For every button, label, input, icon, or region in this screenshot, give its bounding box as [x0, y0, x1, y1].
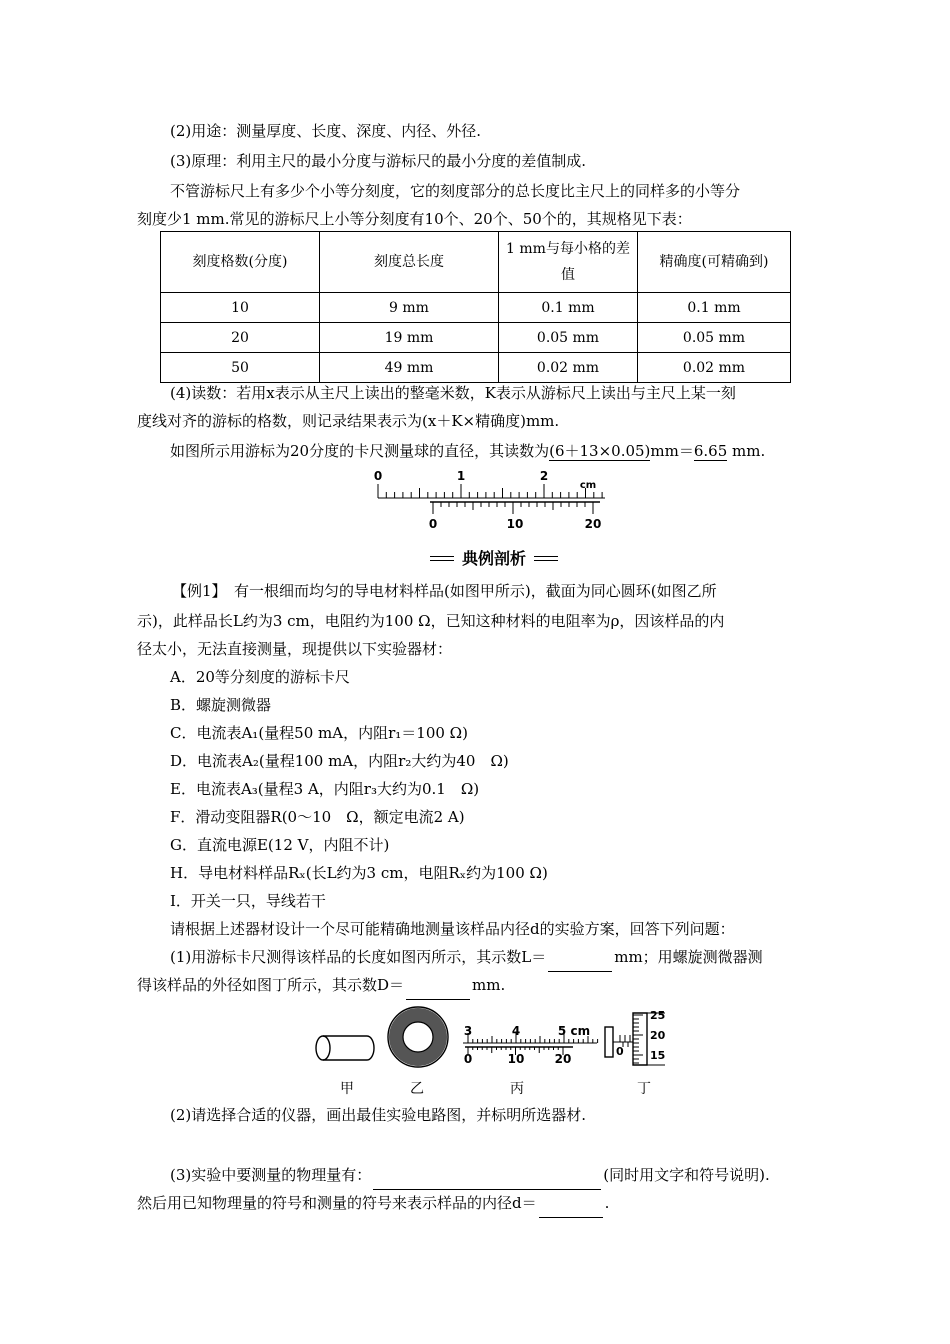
figure-caption: 乙	[410, 1081, 424, 1097]
use-line: (2)用途：测量厚度、长度、深度、内径、外径.	[170, 122, 482, 140]
table-cell: 0.1 mm	[638, 293, 791, 323]
option-item: C．电流表A₁(量程50 mA，内阻r₁＝100 Ω)	[170, 724, 468, 742]
question-text: mm.	[472, 976, 506, 994]
figure-caption: 丙	[510, 1081, 524, 1097]
table-cell: 20	[161, 323, 320, 353]
answer-blank-D[interactable]	[406, 979, 470, 1000]
caliper-main-label: 4	[511, 1024, 521, 1038]
caliper-main-label: 1	[456, 469, 466, 483]
question-2: (2)请选择合适的仪器，画出最佳实验电路图，并标明所选器材.	[170, 1106, 587, 1124]
option-item: G．直流电源E(12 V，内阻不计)	[170, 836, 390, 854]
question-intro: 请根据上述器材设计一个尽可能精确地测量该样品内径d的实验方案，回答下列问题：	[170, 920, 735, 938]
question-text: mm；用螺旋测微器测	[614, 948, 763, 966]
option-item: D．电流表A₂(量程100 mA，内阻r₂大约为40 Ω)	[170, 752, 509, 770]
problem-line: 径太小，无法直接测量，现提供以下实验器材：	[137, 640, 453, 658]
caliper-main-label: 0	[373, 469, 383, 483]
caliper-vernier-label: 20	[584, 517, 602, 531]
cross-section-figure	[388, 1007, 448, 1067]
caliper-figure	[360, 468, 620, 534]
micrometer-label: 0	[616, 1045, 624, 1058]
caliper-vernier-label: 0	[428, 517, 438, 531]
vernier-spec-table	[160, 231, 791, 383]
answer-blank-L[interactable]	[548, 951, 612, 972]
table-row	[161, 293, 791, 323]
table-header: 1 mm与每小格的差值	[499, 232, 638, 293]
table-cell: 49 mm	[320, 353, 499, 383]
example-text: mm.	[727, 442, 766, 460]
para-line: 刻度少1 mm.常见的游标尺上小等分刻度有10个、20个、50个的，其规格见下表：	[137, 210, 692, 228]
micrometer-label: 25	[650, 1009, 666, 1022]
reading-line: 度线对齐的游标的格数，则记录结果表示为(x＋K×精确度)mm.	[137, 412, 560, 430]
figure-caption: 甲	[340, 1081, 354, 1097]
table-header: 刻度总长度	[320, 232, 499, 293]
caliper-vernier-label: 10	[506, 517, 524, 531]
table-header: 精确度(可精确到)	[638, 232, 791, 293]
option-item: I．开关一只，导线若干	[170, 892, 326, 910]
micrometer-figure	[605, 1009, 666, 1065]
caliper-vernier-label: 20	[554, 1052, 572, 1066]
question-text: 然后用已知物理量的符号和测量的符号来表示样品的内径d＝	[137, 1194, 537, 1212]
figure-caption: 丁	[637, 1081, 651, 1097]
question-text: 得该样品的外径如图丁所示，其示数D＝	[137, 976, 405, 994]
reading-line: (4)读数：若用x表示从主尺上读出的整毫米数，K表示从游标尺上读出与主尺上某一刻	[170, 384, 736, 402]
table-cell: 0.02 mm	[638, 353, 791, 383]
answer-blank-quantities[interactable]	[373, 1169, 601, 1190]
caliper-unit: cm	[579, 480, 597, 491]
problem-line: 【例1】 有一根细而均匀的导电材料样品(如图甲所示)，截面为同心圆环(如图乙所	[172, 582, 717, 600]
apparatus-figures	[305, 1005, 685, 1075]
option-item: F．滑动变阻器R(0～10 Ω，额定电流2 A)	[170, 808, 465, 826]
example-value: 6.65	[693, 442, 728, 460]
option-item: E．电流表A₃(量程3 A，内阻r₃大约为0.1 Ω)	[170, 780, 480, 798]
section-title: 典例剖析	[454, 548, 534, 570]
answer-blank-d[interactable]	[539, 1197, 603, 1218]
table-cell: 9 mm	[320, 293, 499, 323]
question-3	[170, 1160, 850, 1190]
table-cell: 0.02 mm	[499, 353, 638, 383]
sample-rod-figure	[316, 1036, 374, 1060]
para-line: 不管游标尺上有多少个小等分刻度，它的刻度部分的总长度比主尺上的同样多的小等分	[170, 182, 741, 200]
question-1-cont	[137, 970, 817, 1000]
micrometer-label: 15	[650, 1049, 666, 1062]
micrometer-label: 20	[650, 1029, 666, 1042]
caliper-main-label: 5 cm	[557, 1024, 591, 1038]
table-header: 刻度格数(分度)	[161, 232, 320, 293]
section-banner	[430, 548, 558, 570]
problem-line: 示)，此样品长L约为3 cm，电阻约为100 Ω，已知这种材料的电阻率为ρ，因该样品的内	[137, 612, 725, 630]
table-cell: 19 mm	[320, 323, 499, 353]
example-calc: (6＋13×0.05)	[549, 442, 651, 460]
caliper-vernier-label: 0	[463, 1052, 473, 1066]
caliper-vernier-label: 10	[507, 1052, 525, 1066]
question-text: (同时用文字和符号说明).	[603, 1166, 770, 1184]
example-text: mm＝	[650, 442, 694, 460]
example-text: 如图所示用游标为20分度的卡尺测量球的直径，其读数为	[170, 442, 550, 460]
table-row	[161, 323, 791, 353]
caliper-main-label: 3	[463, 1024, 473, 1038]
option-item: B．螺旋测微器	[170, 696, 272, 714]
question-text: (3)实验中要测量的物理量有：	[170, 1166, 372, 1184]
question-3-cont	[137, 1188, 817, 1218]
question-text: .	[604, 1194, 610, 1212]
example-line	[170, 436, 850, 466]
principle-line: (3)原理：利用主尺的最小分度与游标尺的最小分度的差值制成.	[170, 152, 587, 170]
vernier-caliper-figure	[463, 1024, 598, 1066]
question-text: (1)用游标卡尺测得该样品的长度如图丙所示，其示数L＝	[170, 948, 547, 966]
table-cell: 0.1 mm	[499, 293, 638, 323]
table-header-row	[161, 232, 791, 293]
question-1	[170, 942, 850, 972]
option-item: H．导电材料样品Rₓ(长L约为3 cm，电阻Rₓ约为100 Ω)	[170, 864, 548, 882]
table-cell: 0.05 mm	[499, 323, 638, 353]
table-cell: 0.05 mm	[638, 323, 791, 353]
option-item: A．20等分刻度的游标卡尺	[170, 668, 350, 686]
caliper-main-label: 2	[539, 469, 549, 483]
table-cell: 50	[161, 353, 320, 383]
table-cell: 10	[161, 293, 320, 323]
